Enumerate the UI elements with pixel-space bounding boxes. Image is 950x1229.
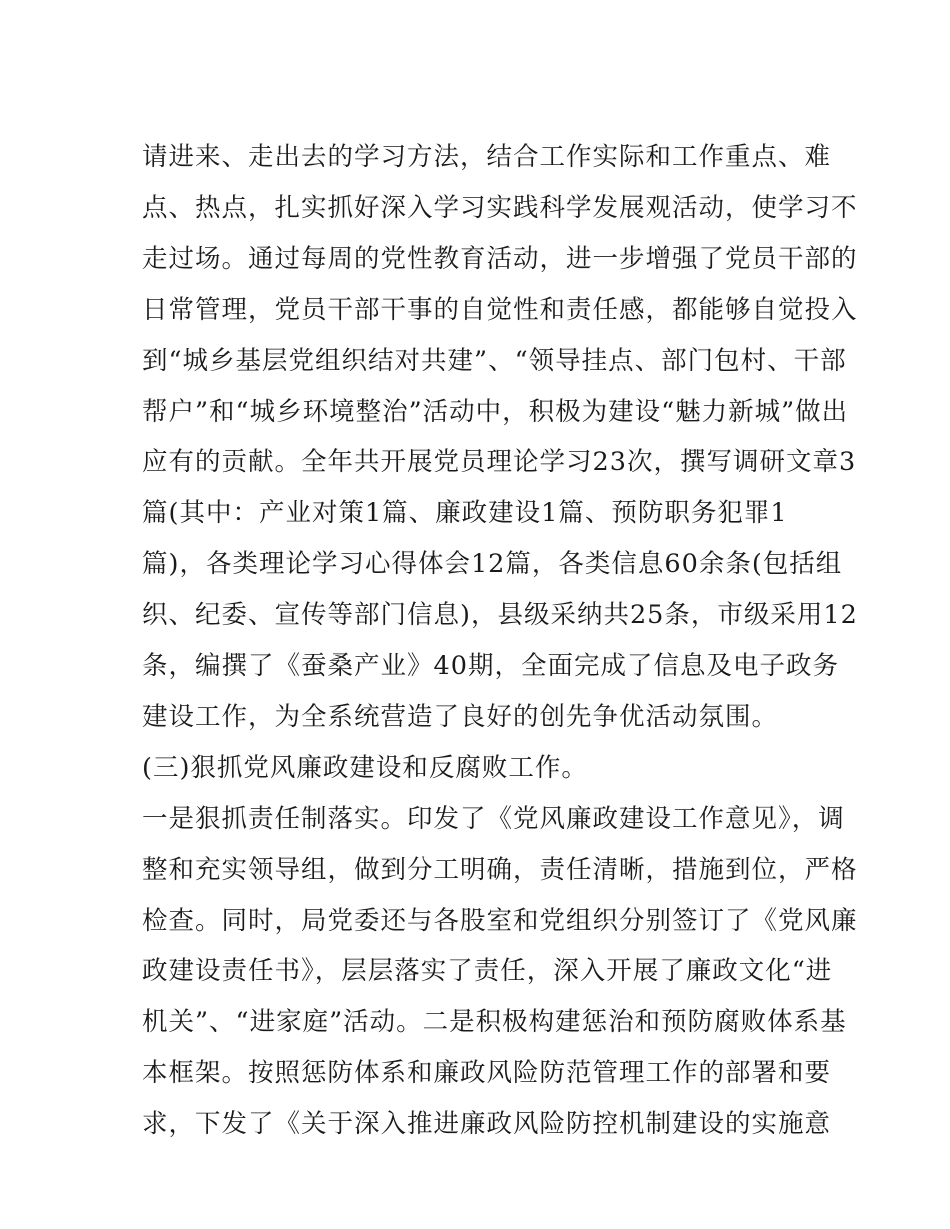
text-line: 整和充实领导组，做到分工明确，责任清晰，措施到位，严格 (142, 854, 858, 885)
text-line: 请进来、走出去的学习方法，结合工作实际和工作重点、难 (142, 142, 832, 172)
text-line: 篇)，各类理论学习心得体会12篇，各类信息60余条(包括组 (142, 549, 843, 580)
text-line: 本框架。按照惩防体系和廉政风险防范管理工作的部署和要 (142, 1058, 832, 1089)
text-line: 检查。同时，局党委还与各股室和党组织分别签订了《党风廉 (142, 905, 858, 936)
text-line: 帮户”和“城乡环境整治”活动中，积极为建设“魅力新城”做出 (142, 396, 849, 427)
text-line: 条，编撰了《蚕桑产业》40期，全面完成了信息及电子政务 (142, 651, 839, 681)
section-heading: (三)狠抓党风廉政建设和反腐败工作。 (142, 752, 588, 783)
text-line: 政建设责任书》，层层落实了责任，深入开展了廉政文化“进 (142, 956, 833, 987)
text-line: 走过场。通过每周的党性教育活动，进一步增强了党员干部的 (142, 243, 858, 274)
text-line: 日常管理，党员干部干事的自觉性和责任感，都能够自觉投入 (142, 294, 858, 325)
text-line: 一是狠抓责任制落实。印发了《党风廉政建设工作意见》，调 (142, 803, 845, 834)
text-line: 求，下发了《关于深入推进廉政风险防控机制建设的实施意 (142, 1109, 832, 1140)
text-line: 建设工作，为全系统营造了良好的创先争优活动氛围。 (142, 701, 779, 732)
text-line: 机关”、“进家庭”活动。二是积极构建惩治和预防腐败体系基 (142, 1007, 847, 1038)
text-line: 点、热点，扎实抓好深入学习实践科学发展观活动，使学习不 (142, 192, 858, 223)
text-line: 应有的贡献。全年共开展党员理论学习23次，撰写调研文章3 (142, 447, 857, 478)
text-line: 篇(其中：产业对策1篇、廉政建设1篇、预防职务犯罪1 (142, 498, 788, 529)
text-line: 到“城乡基层党组织结对共建”、“领导挂点、部门包村、干部 (142, 345, 847, 376)
text-line: 织、纪委、宣传等部门信息)，县级采纳共25条，市级采用12 (142, 600, 858, 631)
